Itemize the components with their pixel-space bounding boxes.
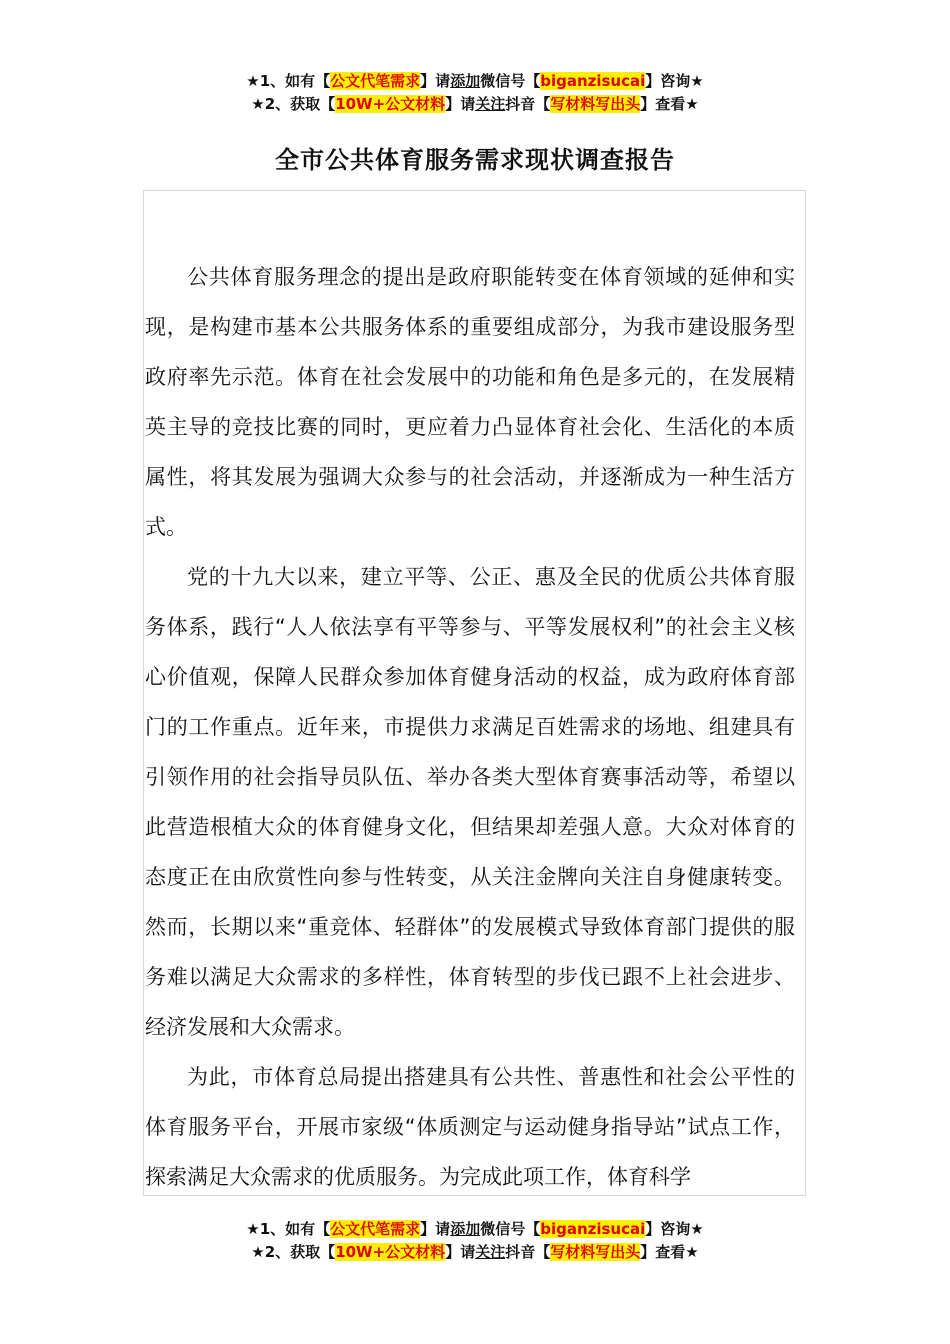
notice-highlight: 写材料写出头 [550, 1243, 641, 1261]
notice-highlight: 写材料写出头 [550, 95, 641, 113]
notice-highlight: biganzisucai [540, 72, 646, 90]
notice-highlight: 公文代笔需求 [330, 1220, 421, 1238]
paragraph-3: 为此，市体育总局提出搭建具有公共性、普惠性和社会公平性的体育服务平台，开展市家级“体质测定与运动健身指导站”试点工作，探索满足大众需求的优质服务。为完成此项工作，体育科学 [145, 1065, 795, 1189]
notice-text: 】请 [420, 1220, 451, 1238]
notice-underline: 关注 [475, 95, 506, 113]
notice-line-2 [0, 1241, 950, 1264]
notice-text: 抖音【 [505, 1243, 551, 1261]
notice-underline: 添加 [450, 72, 481, 90]
notice-highlight: 公文代笔需求 [330, 72, 421, 90]
notice-text: 】咨询★ [645, 1220, 704, 1238]
top-notice-banner [0, 70, 950, 116]
notice-text: ★2、获取【 [251, 95, 336, 113]
notice-text: ★2、获取【 [251, 1243, 336, 1261]
notice-underline: 关注 [475, 1243, 506, 1261]
notice-text: 】咨询★ [645, 72, 704, 90]
notice-highlight: 10W+公文材料 [335, 95, 446, 113]
notice-text: 】请 [420, 72, 451, 90]
paragraph-2: 党的十九大以来，建立平等、公正、惠及全民的优质公共体育服务体系，践行“人人依法享有平等参与、平等发展权利”的社会主义核心价值观，保障人民群众参加体育健身活动的权益，成为政府体育部门的工作重点。近年来，市提供力求满足百姓需求的场地、组建具有引领作用的社会指导员队伍、举办各类大型体育赛事活动等，希望以此营造根植大众的体育健身文化，但结果却差强人意。大众对体育的态度正在由欣赏性向参与性转变，从关注金牌向关注自身健康转变。然而，长期以来“重竞体、轻群体”的发展模式导致体育部门提供的服务难以满足大众需求的多样性，体育转型的步伐已跟不上社会进步、经济发展和大众需求。 [145, 565, 795, 1039]
notice-text: 微信号【 [480, 1220, 541, 1238]
notice-text: ★1、如有【 [246, 1220, 331, 1238]
notice-text: 抖音【 [505, 95, 551, 113]
notice-line-2 [0, 93, 950, 116]
notice-text: ★1、如有【 [246, 72, 331, 90]
notice-highlight: 10W+公文材料 [335, 1243, 446, 1261]
paragraph-1: 公共体育服务理念的提出是政府职能转变在体育领域的延伸和实现，是构建市基本公共服务体系的重要组成部分，为我市建设服务型政府率先示范。体育在社会发展中的功能和角色是多元的，在发展精英主导的竞技比赛的同时，更应着力凸显体育社会化、生活化的本质属性，将其发展为强调大众参与的社会活动，并逐渐成为一种生活方式。 [145, 265, 795, 539]
document-body [145, 252, 795, 1202]
notice-text: 微信号【 [480, 72, 541, 90]
document-title: 全市公共体育服务需求现状调查报告 [275, 146, 675, 174]
notice-line-1 [0, 1218, 950, 1241]
notice-text: 】查看★ [640, 95, 699, 113]
notice-line-1 [0, 70, 950, 93]
notice-text: 】请 [445, 95, 476, 113]
notice-text: 】请 [445, 1243, 476, 1261]
notice-highlight: biganzisucai [540, 1220, 646, 1238]
bottom-notice-banner [0, 1218, 950, 1264]
notice-text: 】查看★ [640, 1243, 699, 1261]
notice-underline: 添加 [450, 1220, 481, 1238]
